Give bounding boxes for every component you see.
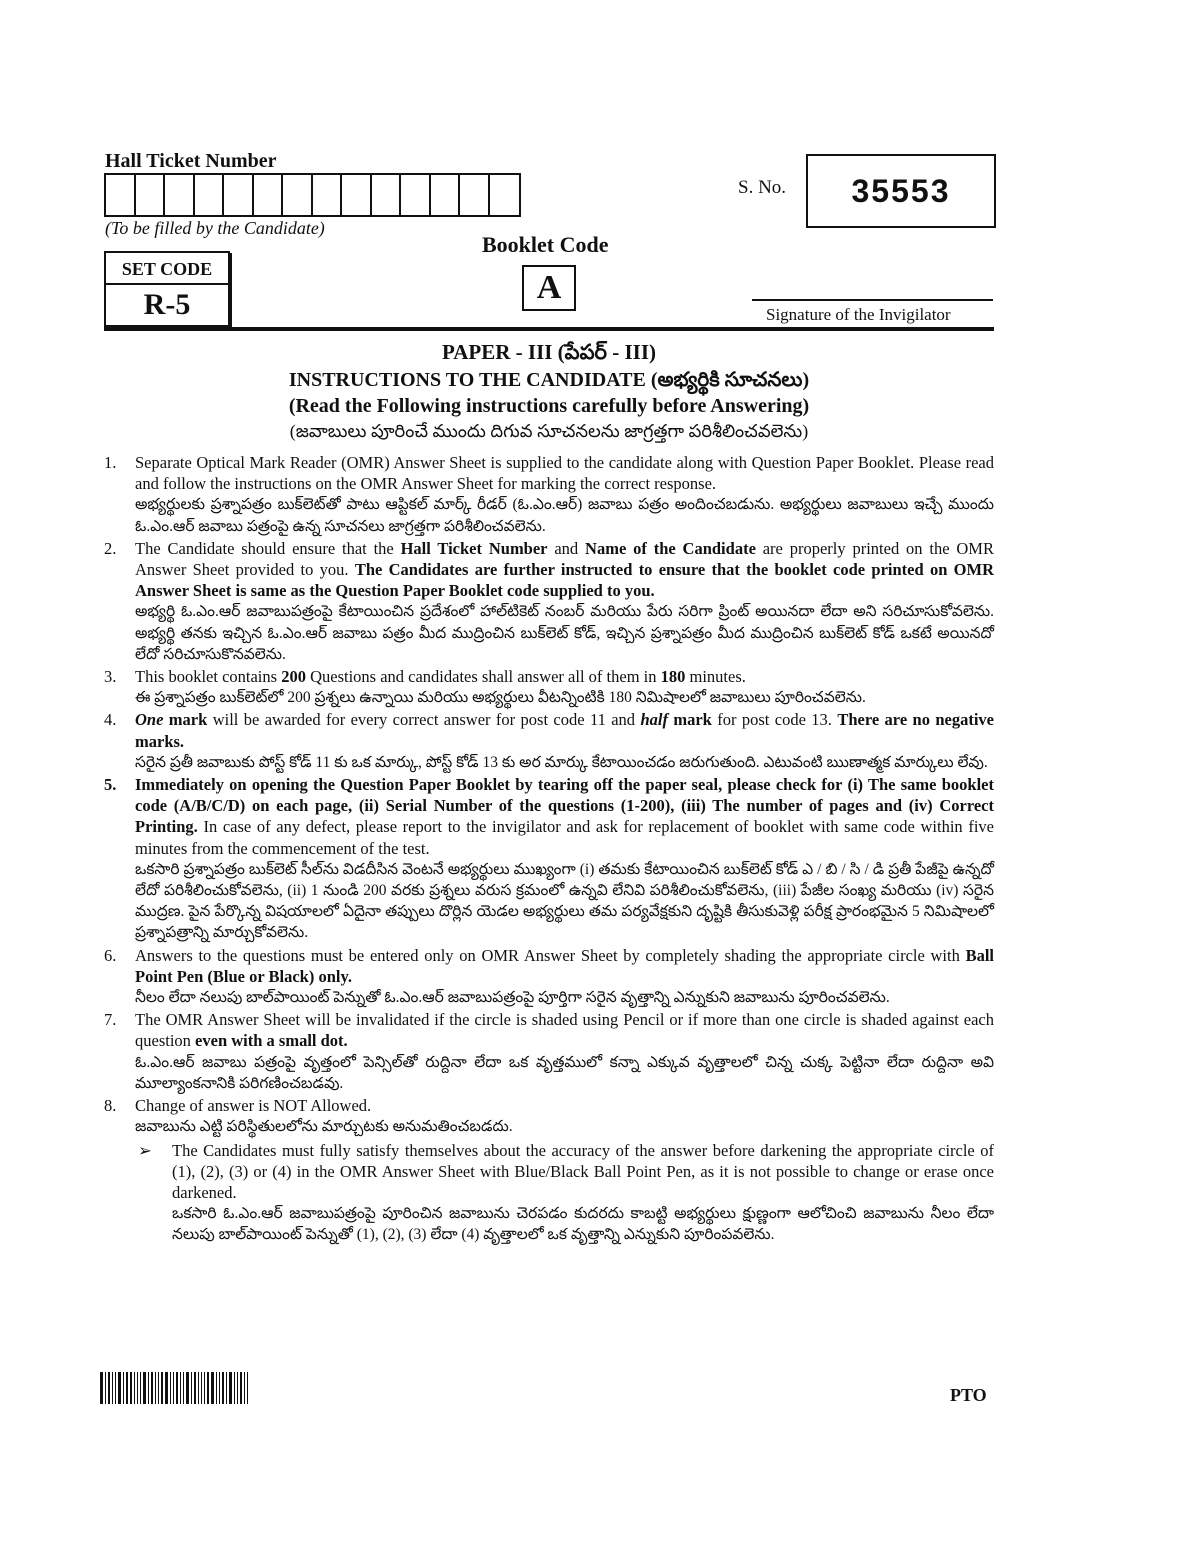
- barcode-bar: [112, 1372, 113, 1404]
- instruction-text-telugu: నీలం లేదా నలుపు బాల్‌పాయింట్ పెన్నుతో ఓ.ఎం.ఆర్ జవాబుపత్రంపై పూర్తిగా సరైన వృత్తాన్ని ఎన్నుకుని జవాబును పూరించవలెను.: [135, 989, 890, 1007]
- instruction-text: One mark will be awarded for every correct answer for post code 11 and half mark for post code 13. There are no negative marks.: [135, 710, 994, 751]
- barcode-bar: [170, 1372, 171, 1404]
- serial-number-value: 35553: [806, 154, 996, 228]
- instruction-text: Separate Optical Mark Reader (OMR) Answer Sheet is supplied to the candidate along with Question Paper Booklet. Please read and follow the instructions on the OMR Answer Sheet for marking the correct response.: [135, 453, 994, 494]
- arrow-bullet-icon: ➢: [138, 1140, 152, 1160]
- hall-ticket-cell[interactable]: [313, 175, 343, 215]
- set-code-box: [104, 251, 230, 327]
- barcode-bar: [158, 1372, 159, 1404]
- instruction-text-telugu: సరైన ప్రతీ జవాబుకు పోస్ట్ కోడ్ 11 కు ఒక మార్కు, పోస్ట్ కోడ్ 13 కు అర మార్కు కేటాయించడం జరుగుతుంది. ఎటువంటి ఋణాత్మక మార్కులు లేవు.: [135, 753, 988, 771]
- barcode-bar: [137, 1372, 138, 1404]
- instructions-title: INSTRUCTIONS TO THE CANDIDATE (అభ్యర్థికి సూచనలు): [288, 369, 810, 391]
- signature-line: [752, 299, 993, 301]
- barcode-bar: [234, 1372, 235, 1404]
- barcode-bar: [237, 1372, 238, 1404]
- barcode-bar: [108, 1372, 110, 1404]
- hall-ticket-cell[interactable]: [165, 175, 195, 215]
- barcode-bar: [155, 1372, 156, 1404]
- instructions-list: [104, 452, 994, 1246]
- barcode-bar: [247, 1372, 248, 1404]
- instruction-text-telugu: ఓ.ఎం.ఆర్ జవాబు పత్రంపై వృత్తంలో పెన్సిల్‌తో రుద్దినా లేదా ఒక వృత్తములో కన్నా ఎక్కువ వృత్తాలలో చిన్న చుక్క పెట్టినా లేదా రుద్దినా అవి మూల్యాంకనానికి పరిగణించబడవు.: [135, 1053, 994, 1092]
- hall-ticket-cell[interactable]: [254, 175, 284, 215]
- hall-ticket-cell[interactable]: [490, 175, 520, 215]
- hall-ticket-note: (To be filled by the Candidate): [105, 218, 325, 238]
- set-code-value: R-5: [143, 288, 191, 321]
- hall-ticket-cell[interactable]: [372, 175, 402, 215]
- barcode-bar: [105, 1372, 106, 1404]
- hall-ticket-cell[interactable]: [106, 175, 136, 215]
- instruction-number: 8.: [104, 1096, 117, 1116]
- instruction-text: Change of answer is NOT Allowed.: [135, 1096, 372, 1116]
- booklet-code-label: Booklet Code: [482, 232, 609, 257]
- barcode-bar: [148, 1372, 149, 1404]
- hall-ticket-cell[interactable]: [342, 175, 372, 215]
- instruction-text: Answers to the questions must be entered only on OMR Answer Sheet by completely shading the appropriate circle with Ball Point Pen (Blue or Black) only.: [135, 945, 994, 986]
- hall-ticket-cell[interactable]: [224, 175, 254, 215]
- barcode-bar: [100, 1372, 103, 1404]
- instruction-text-telugu: ఒకసారి ప్రశ్నాపత్రం బుక్‌లెట్ సీల్‌ను విడదీసిన వెంటనే అభ్యర్థులు ముఖ్యంగా (i) తమకు కేటాయించిన బుక్‌లెట్ కోడ్ ఎ / బి / సి / డి ప్రతీ పేజీపై ఉన్నదో లేదో పరిశీలించుకోవలెను, (ii) 1 నుండి 200 వరకు ప్రశ్నలు వరుస క్రమంలో ఉన్నవి లేనివి పరిశీలించుకోవలెను, (iii) పేజీల సంఖ్య మరియు (iv) సరైన ముద్రణ. పైన పేర్కొన్న విషయాలలో ఏదైనా తప్పులు దొర్లిన యెడల అభ్యర్థులు తమ పర్యవేక్షకుని దృష్టికి తీసుకువెళ్లి పరీక్ష ప్రారంభమైన 5 నిమిషాలలో ప్రశ్నాపత్రాన్ని మార్చుకోవలెను.: [135, 860, 994, 942]
- instruction-text: The Candidate should ensure that the Hall Ticket Number and Name of the Candidate are properly printed on the OMR Answer Sheet provided to you. The Candidates are further instructed to ensure that the booklet code printed on OMR Answer Sheet is same as the Question Paper Booklet code supplied to you.: [135, 538, 994, 601]
- instruction-item: [104, 1009, 994, 1094]
- barcode-bar: [130, 1372, 132, 1404]
- instruction-number: 6.: [104, 945, 117, 965]
- barcode-bar: [161, 1372, 163, 1404]
- instruction-number: 3.: [104, 667, 117, 687]
- barcode-bar: [118, 1372, 121, 1404]
- barcode-bar: [219, 1372, 220, 1404]
- invigilator-signature-label: Signature of the Invigilator: [766, 305, 951, 324]
- instruction-text-telugu: అభ్యర్థులకు ప్రశ్నాపత్రం బుక్‌లెట్‌తో పాటు ఆప్టికల్ మార్క్ రీడర్ (ఓ.ఎం.ఆర్) జవాబు పత్రం అందించబడును. అభ్యర్థులు జవాబులు ఇచ్చే ముందు ఓ.ఎం.ఆర్ జవాబు పత్రంపై ఉన్న సూచనలు జాగ్రత్తగా పరిశీలించవలెను.: [135, 496, 994, 535]
- instruction-text: This booklet contains 200 Questions and candidates shall answer all of them in 180 minutes.: [135, 667, 746, 687]
- barcode-bar: [183, 1372, 184, 1404]
- barcode-bar: [204, 1372, 205, 1404]
- barcode-bar: [126, 1372, 128, 1404]
- instruction-item: [104, 538, 994, 665]
- barcode-bar: [240, 1372, 242, 1404]
- barcode-bar: [140, 1372, 141, 1404]
- instruction-number: 5.: [104, 775, 117, 795]
- hall-ticket-cell[interactable]: [283, 175, 313, 215]
- instruction-text-telugu: ఈ ప్రశ్నాపత్రం బుక్‌లెట్‌లో 200 ప్రశ్నలు ఉన్నాయి మరియు అభ్యర్థులు వీటన్నింటికి 180 నిమిషాలలో జవాబులు పూరించవలెను.: [135, 689, 866, 707]
- barcode-bar: [244, 1372, 245, 1404]
- paper-title: PAPER - III (పేపర్ - III): [441, 340, 656, 364]
- instruction-text: Immediately on opening the Question Paper Booklet by tearing off the paper seal, please check for (i) The same booklet code (A/B/C/D) on each page, (ii) Serial Number of the questions (1-200), (iii) The number of pages and (iv) Correct Printing. In case of any defect, please report to the invigilator and ask for replacement of booklet with same code within five minutes from the commencement of the test.: [135, 775, 994, 858]
- barcode-bar: [173, 1372, 174, 1404]
- instruction-item: [104, 1095, 994, 1137]
- barcode-bar: [134, 1372, 135, 1404]
- sub-instruction-text-telugu: ఒకసారి ఓ.ఎం.ఆర్ జవాబుపత్రంపై పూరించిన జవాబును చెరపడం కుదరదు కాబట్టి అభ్యర్థులు క్షుణ్ణంగా ఆలోచించి జవాబును నీలం లేదా నలుపు బాల్‌పాయింట్ పెన్నుతో (1), (2), (3) లేదా (4) వృత్తాలలో ఒక వృత్తాన్ని ఎన్నుకుని పూరింపవలెను.: [172, 1205, 994, 1244]
- barcode-bar: [151, 1372, 153, 1404]
- instruction-text-telugu: అభ్యర్థి ఓ.ఎం.ఆర్ జవాబుపత్రంపై కేటాయించిన ప్రదేశంలో హాల్‌టికెట్ నంబర్ మరియు పేరు సరిగా ప్రింట్ అయినదా లేదా అని సరిచూసుకోవలెను. అభ్యర్థి తనకు ఇచ్చిన ఓ.ఎం.ఆర్ జవాబు పత్రం మీద ముద్రించిన బుక్‌లెట్ కోడ్, ఇచ్చిన ప్రశ్నాపత్రం మీద ముద్రించిన బుక్‌లెట్ కోడ్ ఒకటే అయినదో లేదో సరిచూసుకొనవలెను.: [135, 603, 994, 663]
- read-instructions-note-telugu: (జవాబులు పూరించే ముందు దిగువ సూచనలను జాగ్రత్తగా పరిశీలించవలెను): [289, 421, 809, 441]
- barcode-bar: [143, 1372, 146, 1404]
- barcode-bar: [191, 1372, 192, 1404]
- barcode-bar: [186, 1372, 189, 1404]
- hall-ticket-cell[interactable]: [136, 175, 166, 215]
- instruction-number: 2.: [104, 538, 117, 558]
- pto-label: PTO: [950, 1385, 987, 1405]
- barcode-bar: [201, 1372, 202, 1404]
- instruction-text-telugu: జవాబును ఎట్టి పరిస్థితులలోను మార్చుటకు అనుమతించబడదు.: [135, 1118, 513, 1136]
- instruction-number: 4.: [104, 710, 117, 730]
- hall-ticket-cell[interactable]: [195, 175, 225, 215]
- hall-ticket-label: Hall Ticket Number: [105, 150, 277, 172]
- read-instructions-note: (Read the Following instructions carefully before Answering): [288, 395, 810, 417]
- barcode-bar: [229, 1372, 232, 1404]
- barcode-bar: [198, 1372, 199, 1404]
- serial-number-label: S. No.: [738, 177, 787, 198]
- instruction-number: 7.: [104, 1010, 117, 1030]
- instruction-item: [104, 945, 994, 1009]
- barcode-bar: [216, 1372, 217, 1404]
- barcode-bar: [115, 1372, 116, 1404]
- set-code-label: SET CODE: [106, 255, 228, 285]
- instruction-item: [104, 774, 994, 944]
- barcode-bar: [226, 1372, 227, 1404]
- barcode-bar: [123, 1372, 124, 1404]
- instruction-item: [104, 452, 994, 537]
- hall-ticket-grid[interactable]: [104, 173, 521, 217]
- sub-instruction: [138, 1140, 994, 1246]
- booklet-code-value: A: [522, 265, 576, 311]
- barcode-icon: [100, 1372, 290, 1404]
- header-divider: [104, 327, 994, 331]
- barcode-bar: [194, 1372, 196, 1404]
- barcode-bar: [207, 1372, 209, 1404]
- barcode-bar: [180, 1372, 181, 1404]
- barcode-bar: [222, 1372, 224, 1404]
- hall-ticket-cell[interactable]: [431, 175, 461, 215]
- barcode-bar: [176, 1372, 178, 1404]
- hall-ticket-cell[interactable]: [460, 175, 490, 215]
- instruction-text: The OMR Answer Sheet will be invalidated if the circle is shaded using Pencil or if more than one circle is shaded against each question even with a small dot.: [135, 1010, 994, 1051]
- instruction-number: 1.: [104, 453, 117, 472]
- barcode-bar: [211, 1372, 214, 1404]
- instruction-item: [104, 666, 994, 708]
- hall-ticket-cell[interactable]: [401, 175, 431, 215]
- sub-instruction-text: The Candidates must fully satisfy themselves about the accuracy of the answer before darkening the appropriate circle of (1), (2), (3) or (4) in the OMR Answer Sheet with Blue/Black Ball Point Pen, as it is not possible to change or erase once darkened.: [172, 1140, 994, 1202]
- instruction-item: [104, 709, 994, 773]
- barcode-bar: [165, 1372, 168, 1404]
